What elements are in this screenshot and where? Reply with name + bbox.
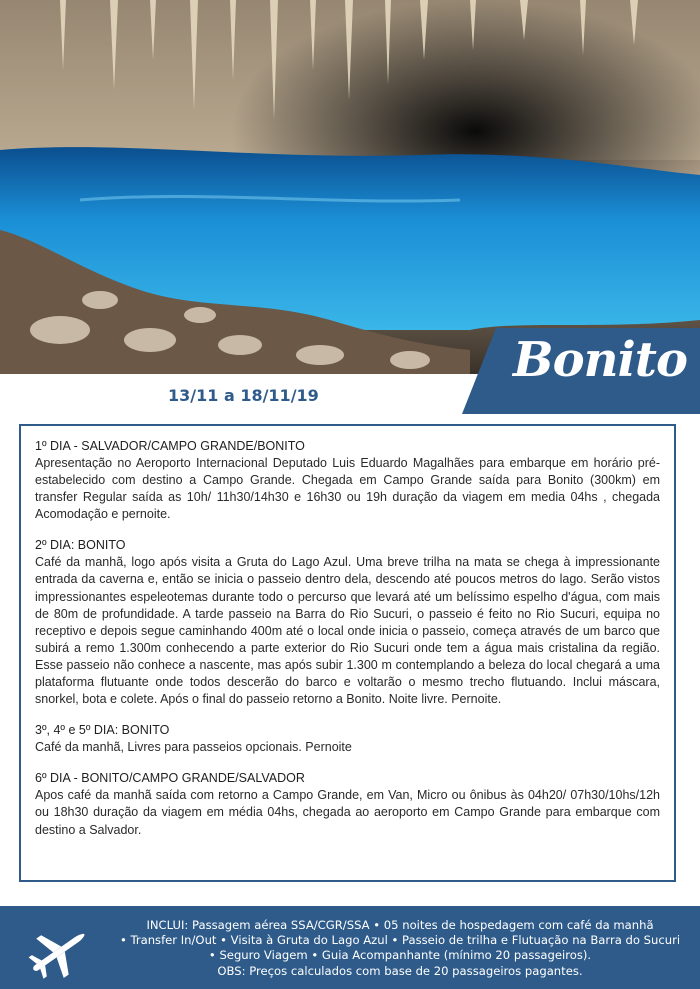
travel-dates: 13/11 a 18/11/19 [168,386,319,405]
airplane-icon [24,922,94,982]
day-text: Café da manhã, logo após visita a Gruta do Lago Azul. Uma breve trilha na mata se chega à impressionante entrada da caverna e, então se inicia o passeio dentro dela, descendo até poucos metros do lago. Serão vistos impressionantes espeleotemas durante todo o percurso que levará até um belíssimo espelho d'água, com mais de 80m de profundidade. A tarde passeio na Barra do Rio Sucuri, o passeio é feito no Rio Sucuri, equipa no receptivo e depois segue caminhando 400m até o local onde inicia o passeio, começa através de um barco que subirá a remo 1.300m conhecendo a parte exterior do Rio Sucuri onde tem a água mais cristalina da região. Esse passeio não conhece a nascente, mas após subir 1.300 m contemplando a beleza do local chegará a uma plataforma flutuante onde todos descerão do barco e voltarão o mesmo trecho flutuando. Inclui máscara, snorkel, bota e colete. Após o final do passeio retorno a Bonito. Noite livre. Pernoite. [35,555,660,707]
day-title: 6º DIA - BONITO/CAMPO GRANDE/SALVADOR [35,771,305,786]
footer-line-2: • Transfer In/Out • Visita à Gruta do Lago Azul • Passeio de trilha e Flutuação na Barra do Sucuri [119,933,681,948]
footer-line-1: INCLUI: Passagem aérea SSA/CGR/SSA • 05 noites de hospedagem com café da manhã [146,918,654,932]
destination-title: Bonito [513,332,687,388]
footer-includes [110,918,690,979]
itinerary-day-2 [35,537,660,708]
day-title: 2º DIA: BONITO [35,538,126,553]
day-title: 3º, 4º e 5º DIA: BONITO [35,723,170,738]
itinerary-box [19,424,676,882]
day-text: Café da manhã, Livres para passeios opcionais. Pernoite [35,740,352,755]
title-banner [462,328,700,414]
footer-line-3: • Seguro Viagem • Guia Acompanhante (mínimo 20 passageiros). [208,948,592,963]
footer-line-4: OBS: Preços calculados com base de 20 passageiros pagantes. [217,963,583,978]
itinerary-day-3-5 [35,722,660,756]
itinerary-day-6 [35,770,660,838]
itinerary-day-1 [35,438,660,523]
day-title: 1º DIA - SALVADOR/CAMPO GRANDE/BONITO [35,439,305,453]
day-text: Apos café da manhã saída com retorno a Campo Grande, em Van, Micro ou ônibus às 04h20/ 07h30/10hs/12h ou 18h30 duração da viagem em média 04hs, chegada ao aeroporto em Campo Grande para embarque com destino a Salvador. [35,788,660,837]
day-text: Apresentação no Aeroporto Internacional Deputado Luis Eduardo Magalhães para embarque em horário pré-estabelecido com destino a Campo Grande. Chegada em Campo Grande saída para Bonito (300km) em transfer Regular saída as 10h/ 11h30/14h30 e 16h30 ou 19h duração da viagem em media 04hs , chegada Acomodação e pernoite. [35,456,660,522]
footer-bar [0,906,700,989]
hero-photo [0,0,700,374]
